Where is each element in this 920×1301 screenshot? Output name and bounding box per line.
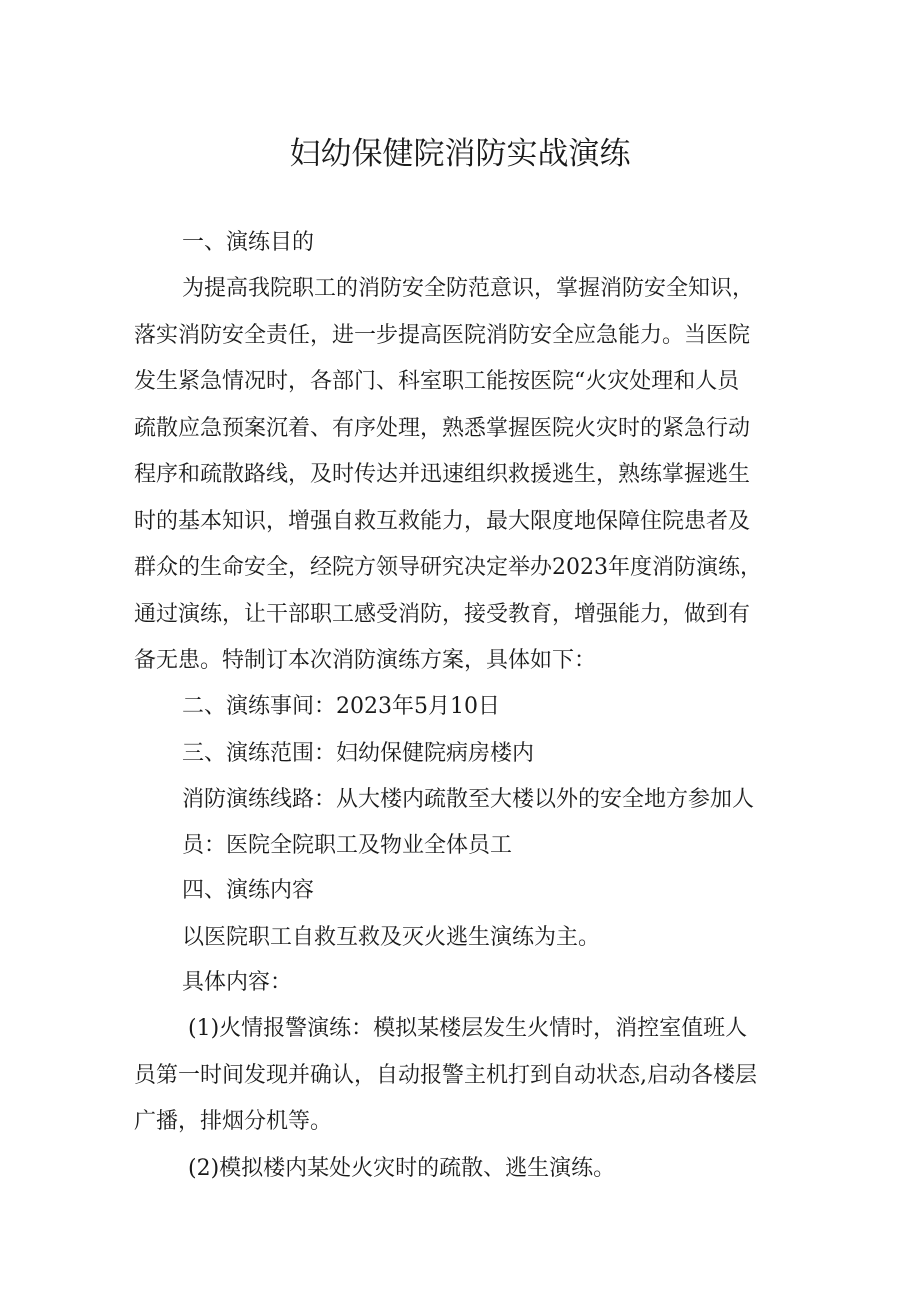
paragraph-line: 群众的生命安全，经院方领导研究决定举办2023年度消防演练， [134, 555, 762, 580]
paragraph-line: 落实消防安全责任，进一步提高医院消防安全应急能力。当医院 [134, 323, 751, 348]
section-heading-content: 四、演练内容 [182, 878, 315, 903]
document-title: 妇幼保健院消防实战演练 [289, 136, 631, 172]
paragraph-line: 员第一时间发现并确认，自动报警主机打到自动状态,启动各楼层 [134, 1063, 757, 1088]
paragraph-line: 以医院职工自救互救及灭火逃生演练为主。 [182, 925, 601, 950]
paragraph-line: 程序和疏散路线，及时传达并迅速组织救援逃生，熟练掌握逃生 [134, 462, 751, 487]
section-heading-time: 二、演练事间：2023年5月10日 [182, 694, 500, 719]
paragraph-line: 通过演练，让干部职工感受消防，接受教育，增强能力，做到有 [134, 602, 751, 627]
paragraph-line: 发生紧急情况时，各部门、科室职工能按医院“火灾处理和人员 [134, 369, 740, 394]
paragraph-line: 为提高我院职工的消防安全防范意识，掌握消防安全知识， [182, 276, 755, 301]
paragraph-line: 广播，排烟分机等。 [134, 1109, 333, 1134]
list-item-fire-alarm: (1)火情报警演练：模拟某楼层发生火情时，消控室值班人 [188, 1016, 748, 1041]
paragraph-line: 疏散应急预案沉着、有序处理，熟悉掌握医院火灾时的紧急行动 [134, 416, 751, 441]
section-heading-scope: 三、演练范围：妇幼保健院病房楼内 [182, 741, 535, 766]
paragraph-line: 员：医院全院职工及物业全体员工 [182, 833, 513, 858]
paragraph-line: 具体内容： [182, 970, 293, 995]
paragraph-line: 时的基本知识，增强自救互救能力，最大限度地保障住院患者及 [134, 509, 751, 534]
paragraph-line: 备无患。特制订本次消防演练方案，具体如下： [134, 648, 597, 673]
paragraph-line: 消防演练线路：从大楼内疏散至大楼以外的安全地方参加人 [182, 787, 755, 812]
list-item-evacuation: (2)模拟楼内某处火灾时的疏散、逃生演练。 [188, 1156, 616, 1181]
section-heading-purpose: 一、演练目的 [182, 230, 315, 255]
